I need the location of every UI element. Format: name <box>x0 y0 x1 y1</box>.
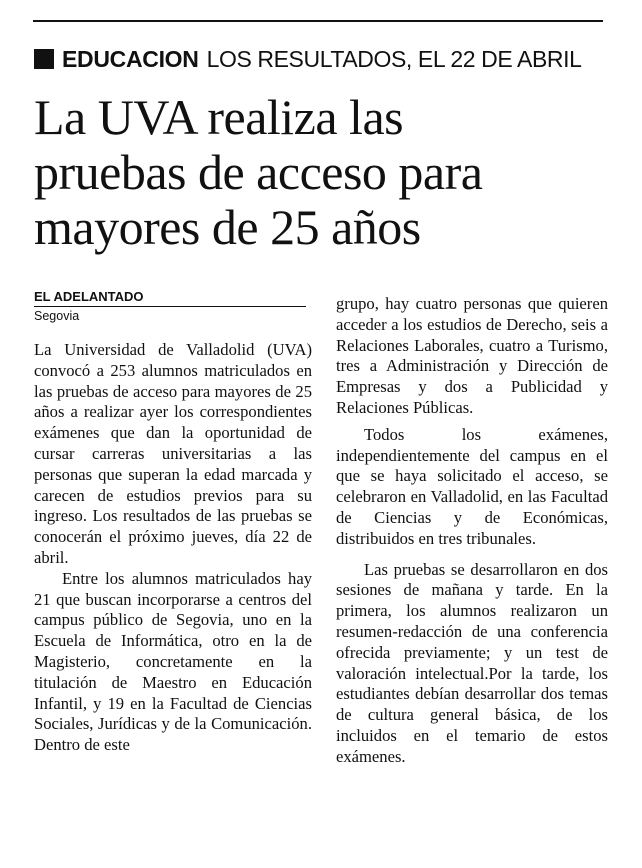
headline-line-1: La UVA realiza las <box>34 89 404 145</box>
section-marker-icon <box>34 49 54 69</box>
article-column-2 <box>336 294 608 768</box>
headline <box>34 90 614 255</box>
article-column-1 <box>34 340 312 756</box>
kicker-subheading: LOS RESULTADOS, EL 22 DE ABRIL <box>206 45 582 72</box>
paragraph: Entre los alumnos matriculados hay 21 que buscan incorporarse a centros del campus público de Segovia, uno en la Escuela de Informática, otro en la de Magisterio, concretamente en la titulación de Maestro en Educación Infantil, y 19 en la Facultad de Ciencias Sociales, Jurídicas y de la Comunicación. Dentro de este <box>34 568 312 755</box>
headline-line-3: mayores de 25 años <box>34 199 421 255</box>
byline <box>34 289 306 323</box>
byline-source: EL ADELANTADO <box>34 289 306 307</box>
section-kicker <box>34 44 581 74</box>
paragraph: Todos los exámenes, independientemente del campus en el que se haya solicitado el acceso, se celebraron en Valladolid, en las Facultad de Ciencias y de Económicas, distribuidos en tres tribunales. <box>336 424 608 548</box>
byline-location: Segovia <box>34 309 80 323</box>
top-rule <box>33 20 603 22</box>
paragraph: La Universidad de Valladolid (UVA) convocó a 253 alumnos matriculados en las pruebas de acceso para mayores de 25 años a realizar ayer los correspondientes exámenes que dan la oportunidad de cursar carreras universitarias a las personas que superan la edad marcada y carecen de estudios previos para su ingreso. Los resultados de las pruebas se conocerán el próximo jueves, día 22 de abril. <box>34 340 312 567</box>
headline-line-2: pruebas de acceso para <box>34 144 483 200</box>
section-label: EDUCACION <box>62 45 199 72</box>
paragraph: Las pruebas se desarrollaron en dos sesiones de mañana y tarde. En la primera, los alumnos realizaron un resumen-redacción de una conferencia ofrecida previamente; y un test de valoración intelectual.Por la tarde, los estudiantes debían desarrollar dos temas de cultura general básica, de los incluidos en el temario de estos exámenes. <box>336 559 608 766</box>
paragraph: grupo, hay cuatro personas que quieren acceder a los estudios de Derecho, seis a Relaciones Laborales, cuatro a Turismo, tres a Administración y Dirección de Empresas y dos a Publicidad y Relaciones Públicas. <box>336 294 608 417</box>
